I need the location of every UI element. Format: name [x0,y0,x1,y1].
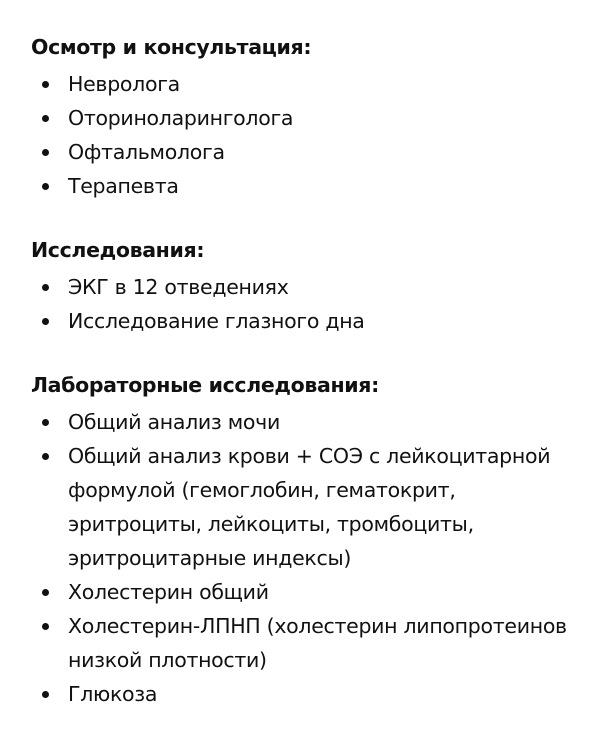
bullet-icon [42,419,49,426]
bullet-icon [42,318,49,325]
list-item [31,101,583,135]
section-studies [31,237,600,338]
list-item-text: Офтальмолога [68,140,225,164]
list-item-text: Холестерин-ЛПНП (холестерин липопротеинов низкой плотности) [68,614,567,672]
list-item-text: Холестерин общий [68,580,269,604]
section-title: Исследования: [31,238,205,262]
studies-list [31,270,600,338]
list-item [31,135,583,169]
section-title: Осмотр и консультация: [31,35,312,59]
list-item [31,575,583,609]
list-item [31,67,583,101]
bullet-icon [42,183,49,190]
lab-tests-list [31,405,600,711]
list-item [31,439,583,575]
bullet-icon [42,115,49,122]
list-item-text: Невролога [68,72,180,96]
bullet-icon [42,691,49,698]
list-item [31,169,583,203]
bullet-icon [42,81,49,88]
list-item [31,405,583,439]
list-item-text: Глюкоза [68,682,158,706]
section-title: Лабораторные исследования: [31,373,379,397]
list-item-text: Исследование глазного дна [68,309,365,333]
list-item [31,609,583,677]
list-item-text: Оториноларинголога [68,106,294,130]
list-item-text: Общий анализ мочи [68,410,280,434]
list-item [31,270,583,304]
bullet-icon [42,623,49,630]
list-item-text: ЭКГ в 12 отведениях [68,275,289,299]
bullet-icon [42,589,49,596]
list-item [31,677,583,711]
bullet-icon [42,453,49,460]
bullet-icon [42,149,49,156]
consultation-list [31,67,600,203]
section-lab-tests [31,372,600,711]
section-consultation [31,34,600,203]
list-item-text: Общий анализ крови + СОЭ с лейкоцитарной формулой (гемоглобин, гематокрит, эритроциты, лейкоциты, тромбоциты, эритроцитарные индексы) [68,444,551,570]
bullet-icon [42,284,49,291]
list-item [31,304,583,338]
list-item-text: Терапевта [68,174,179,198]
